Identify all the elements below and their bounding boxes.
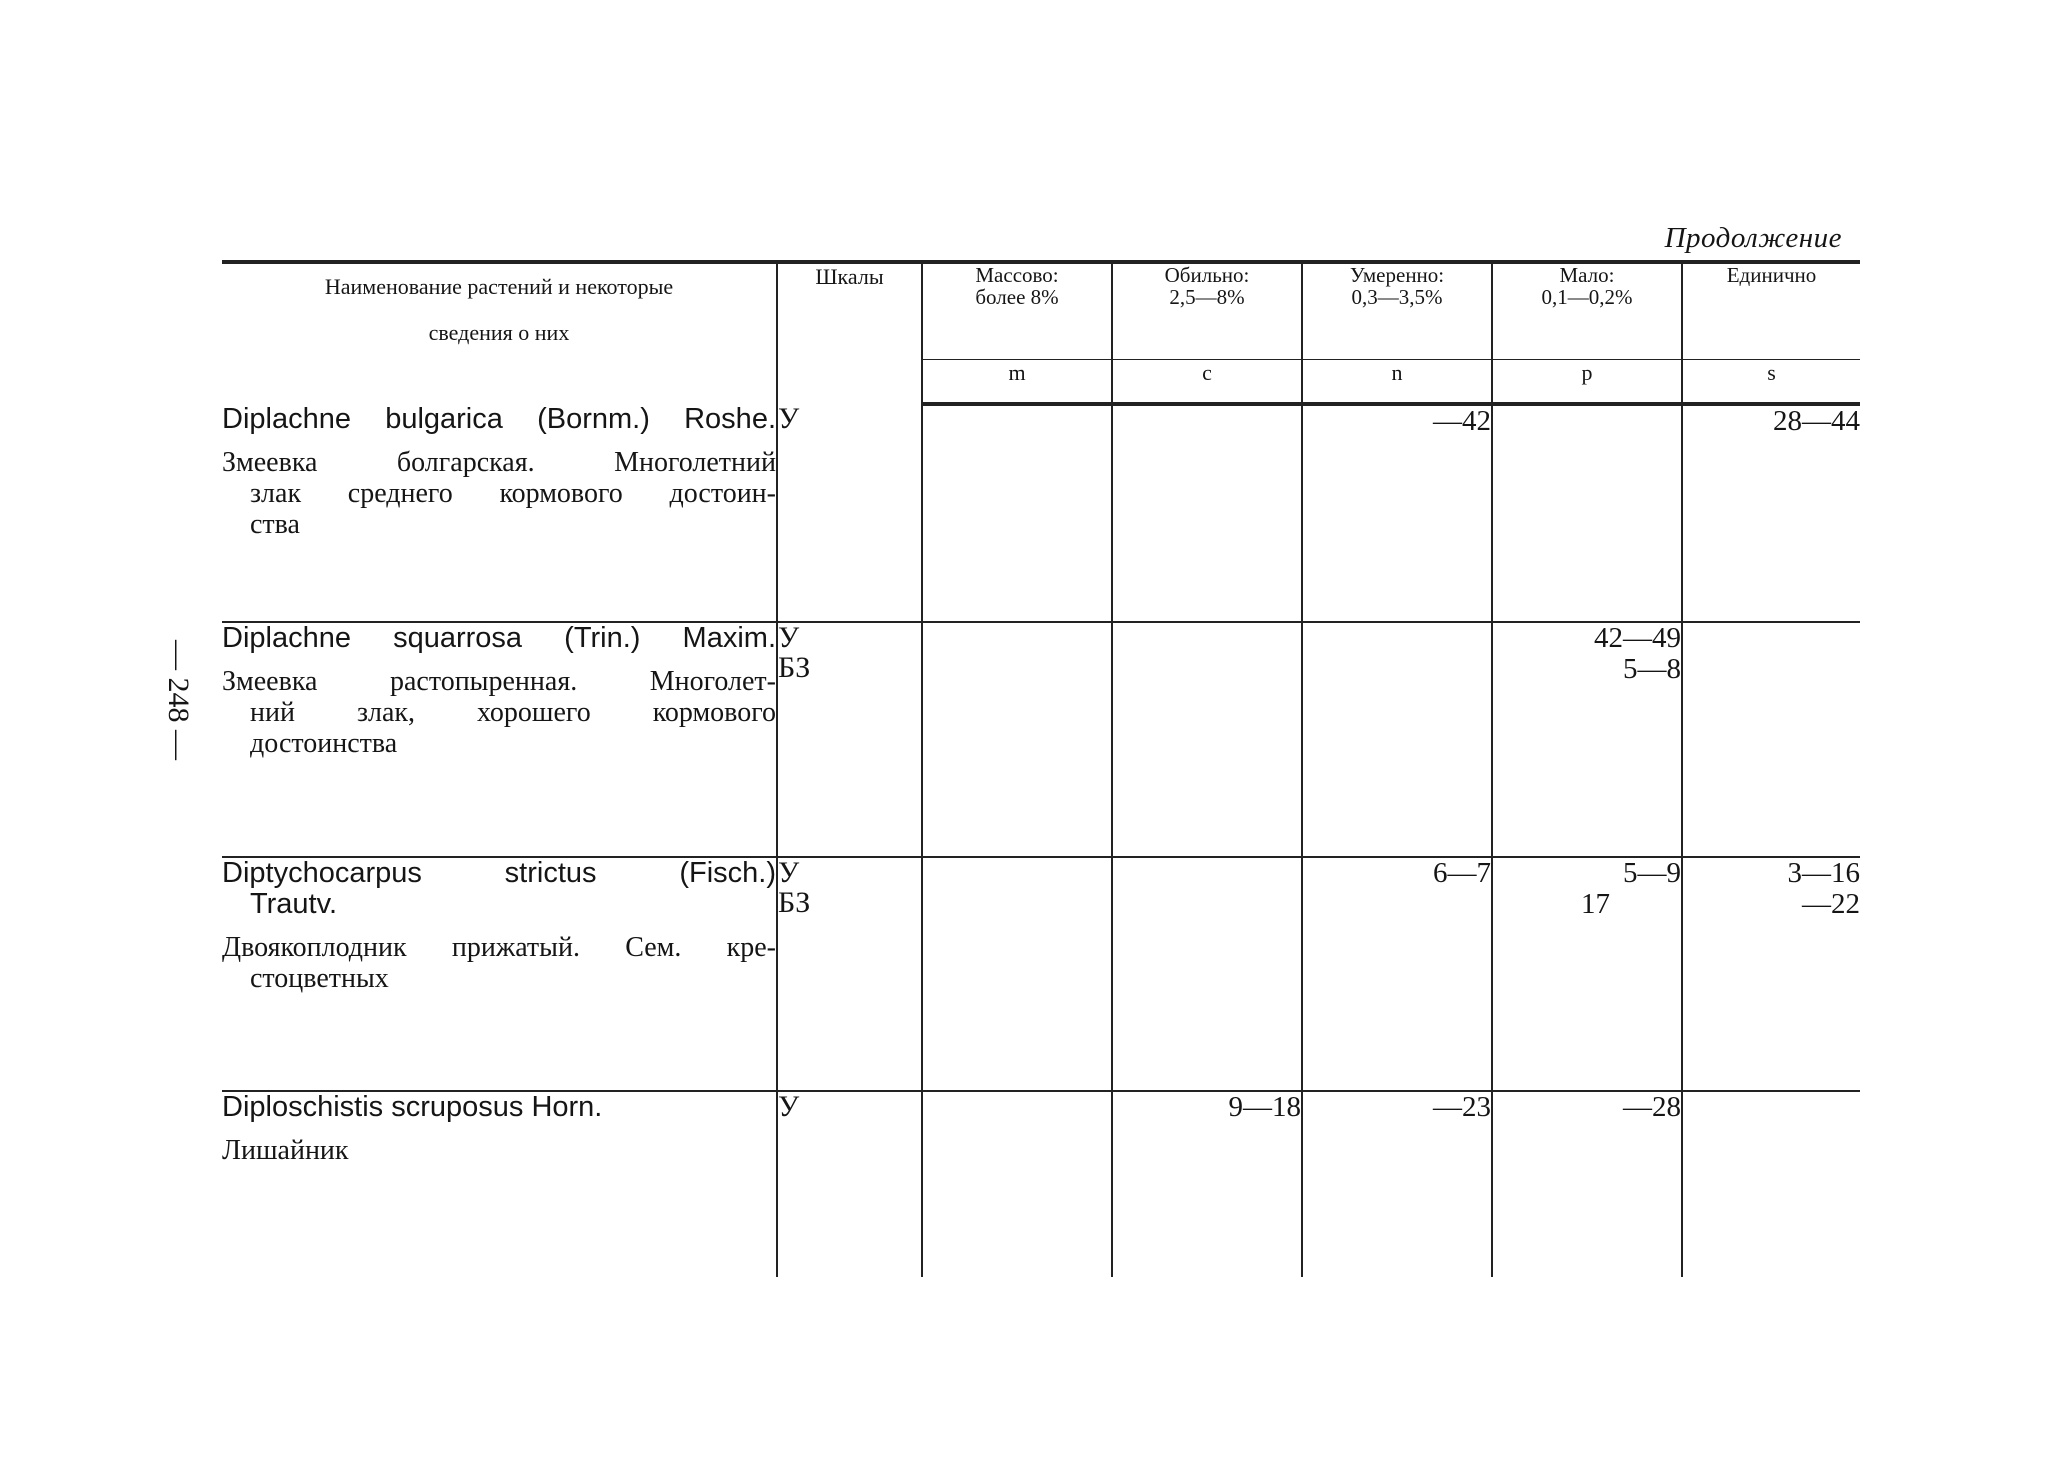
scale-value: У (778, 1090, 800, 1123)
value-n (1302, 857, 1492, 1091)
header-line2: 0,3—3,5% (1351, 285, 1443, 309)
header-line2: более 8% (975, 285, 1059, 309)
russian-description (222, 1135, 776, 1166)
value-line: 3—16 (1787, 857, 1860, 889)
scale-value: БЗ (778, 886, 811, 919)
header-edinichno (1682, 262, 1860, 360)
header-malo (1492, 262, 1682, 360)
scale-value: У (778, 402, 800, 435)
latin-name: Diplachne bulgarica (Bornm.) Roshe. (222, 403, 776, 435)
scale-column-header: Шкалы (777, 262, 922, 404)
latin-name: Diploschistis scruposus Horn. (222, 1091, 603, 1123)
value-line: 9—18 (1228, 1091, 1301, 1123)
scale-cell (777, 622, 922, 857)
latin-name-line: Diptychocarpus strictus (Fisch.) (222, 857, 776, 889)
value-c (1112, 404, 1302, 622)
russian-description (222, 932, 776, 994)
description-line: стоцветных (250, 963, 389, 994)
value-line: 28—44 (1773, 405, 1860, 437)
letter-c: c (1112, 360, 1302, 405)
description-line: Лишайник (222, 1135, 349, 1166)
value-m (922, 1091, 1112, 1277)
table-row (222, 404, 1860, 622)
header-line1: Мало: (1559, 263, 1615, 287)
description-line: Змеевка растопыренная. Многолет- (222, 666, 776, 697)
scale-value: БЗ (778, 651, 811, 684)
continuation-label: Продолжение (1664, 222, 1842, 254)
latin-name (222, 858, 776, 920)
plant-name-cell (222, 857, 777, 1091)
letter-m: m (922, 360, 1112, 405)
name-header-line2: сведения о них (428, 320, 570, 345)
value-line: —22 (1802, 888, 1860, 920)
value-s (1682, 857, 1860, 1091)
russian-description (222, 447, 776, 540)
value-n (1302, 404, 1492, 622)
name-header-line1: Наименование растений и некоторые (324, 274, 674, 299)
scale-value: У (778, 856, 800, 889)
description-line: ний злак, хорошего кормового (250, 697, 776, 728)
letter-s: s (1682, 360, 1860, 405)
value-s (1682, 622, 1860, 857)
table-row (222, 1091, 1860, 1277)
scale-value: У (778, 621, 800, 654)
value-m (922, 622, 1112, 857)
species-abundance-table (222, 260, 1860, 1277)
letter-p: p (1492, 360, 1682, 405)
value-line: —42 (1433, 405, 1491, 437)
table-row (222, 622, 1860, 857)
page-number: — 248 — (162, 640, 195, 760)
value-line: 17 (1581, 888, 1610, 920)
name-column-header (222, 262, 777, 404)
scale-cell (777, 857, 922, 1091)
value-line: 5—8 (1623, 653, 1681, 685)
value-line: 42—49 (1594, 622, 1681, 654)
header-line2: 0,1—0,2% (1541, 285, 1633, 309)
header-line2: 2,5—8% (1169, 285, 1245, 309)
value-line: —28 (1623, 1091, 1681, 1123)
header-row (222, 262, 1860, 360)
value-c (1112, 622, 1302, 857)
scale-cell (777, 404, 922, 622)
value-line: —23 (1433, 1091, 1491, 1123)
header-umerenno (1302, 262, 1492, 360)
value-line: 6—7 (1433, 857, 1491, 889)
description-line: Змеевка болгарская. Многолетний (222, 447, 776, 478)
table-row (222, 857, 1860, 1091)
value-p (1492, 404, 1682, 622)
value-c (1112, 857, 1302, 1091)
value-p (1492, 857, 1682, 1091)
header-line1: Единично (1726, 263, 1817, 287)
header-obilno (1112, 262, 1302, 360)
plant-name-cell (222, 622, 777, 857)
value-c (1112, 1091, 1302, 1277)
latin-name: Diplachne squarrosa (Trin.) Maxim. (222, 622, 776, 654)
description-line: достоинства (250, 728, 398, 759)
latin-name-line: Trautv. (250, 888, 338, 920)
value-line: 5—9 (1623, 857, 1681, 889)
value-s (1682, 404, 1860, 622)
value-p (1492, 1091, 1682, 1277)
plant-name-cell (222, 1091, 777, 1277)
russian-description (222, 666, 776, 759)
value-n (1302, 622, 1492, 857)
description-line: Двоякоплодник прижатый. Сем. кре- (222, 932, 776, 963)
header-massovo (922, 262, 1112, 360)
plant-name-cell (222, 404, 777, 622)
value-m (922, 404, 1112, 622)
value-s (1682, 1091, 1860, 1277)
value-m (922, 857, 1112, 1091)
header-line1: Умеренно: (1349, 263, 1445, 287)
header-line1: Массово: (975, 263, 1059, 287)
value-n (1302, 1091, 1492, 1277)
value-p (1492, 622, 1682, 857)
scale-cell (777, 1091, 922, 1277)
header-line1: Обильно: (1164, 263, 1250, 287)
letter-n: n (1302, 360, 1492, 405)
description-line: ства (250, 509, 300, 540)
description-line: злак среднего кормового достоин- (250, 478, 776, 509)
